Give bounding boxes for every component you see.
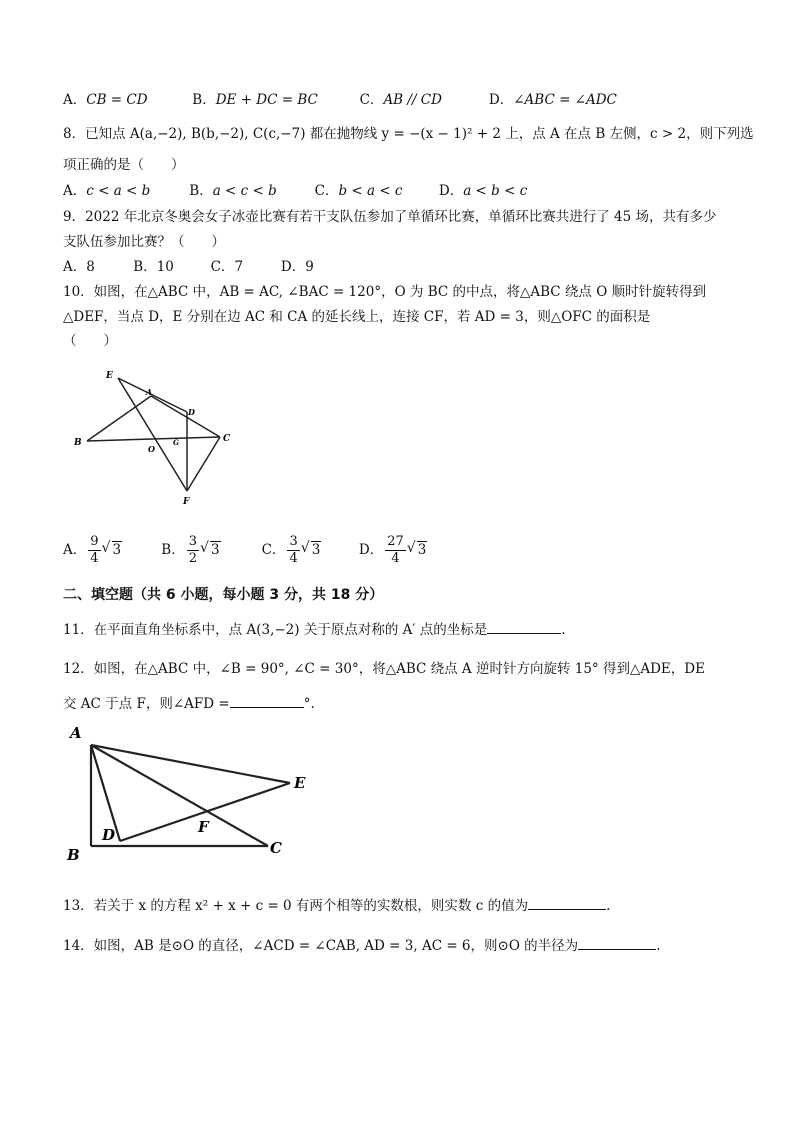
q10-option-c-label: C． (261, 542, 286, 558)
q9-option-b-label: B． (133, 259, 157, 275)
q9-option-c: 7 (234, 259, 244, 275)
q8-option-b-label: B． (189, 183, 213, 199)
q8-option-a-label: A． (63, 183, 87, 199)
q10-label-g: G (173, 438, 179, 447)
q10-option-c-den: 4 (289, 551, 298, 566)
q13-text: 13．若关于 x 的方程 x² + x + c = 0 有两个相等的实数根，则实数 c 的值为 (63, 898, 529, 914)
q8-options (63, 181, 527, 201)
q12-line2-text: 交 AC 于点 F，则∠AFD = (63, 696, 230, 712)
q10-line1: 10．如图，在△ABC 中，AB = AC, ∠BAC = 120°，O 为 BC 的中点，将△ABC 绕点 O 顺时针旋转得到 (63, 284, 707, 300)
q14 (63, 935, 660, 956)
q9-options (63, 257, 314, 277)
q7-option-d-label: D． (488, 92, 514, 108)
q10-label-b: B (74, 438, 82, 448)
q7-option-b: DE + DC = BC (215, 92, 318, 108)
q10-line-fc (187, 437, 220, 491)
q10-option-b-den: 2 (188, 551, 197, 566)
q7-option-a: CB = CD (86, 92, 148, 108)
q7-options (63, 90, 617, 110)
q10-figure (70, 365, 250, 507)
q13-end: . (606, 898, 611, 914)
q12-line-ae (91, 745, 290, 783)
q10-label-c: C (223, 434, 231, 444)
q12-answer-blank[interactable] (230, 693, 304, 708)
q10-label-o: O (148, 444, 155, 454)
q10-option-c-num: 3 (289, 534, 298, 549)
q13 (63, 895, 610, 916)
q10-option-a-rad: 3 (112, 542, 122, 558)
q8-option-b: a < c < b (212, 183, 277, 199)
q11-text: 11．在平面直角坐标系中，点 A(3,−2) 关于原点对称的 A′ 点的坐标是 (63, 622, 488, 638)
q11-answer-blank[interactable] (487, 619, 561, 634)
q12-label-e: E (294, 774, 306, 792)
q12-end: °. (303, 696, 315, 712)
q12-line2 (63, 693, 315, 714)
q8-line1: 8．已知点 A(a,−2), B(b,−2), C(c,−7) 都在抛物线 y = −(x − 1)² + 2 上，点 A 在点 B 左侧，c > 2，则下列选 (63, 126, 754, 142)
q8-line2: 项正确的是（ ） (63, 157, 185, 173)
q10-option-d-den: 4 (391, 551, 400, 566)
q10-option-c-sqrt (302, 532, 322, 568)
q10-option-a-sqrt (103, 532, 123, 568)
q10-option-b-fraction (187, 534, 199, 567)
q10-option-d-fraction (385, 534, 406, 567)
q10-line2: △DEF，当点 D，E 分别在边 AC 和 CA 的延长线上，连接 CF，若 AD = 3，则△OFC 的面积是 (63, 309, 651, 325)
q10-line-ba (87, 396, 151, 441)
q7-option-c-label: C． (359, 92, 384, 108)
q7-option-b-label: B． (192, 92, 216, 108)
q10-option-a-fraction (88, 534, 100, 567)
q12-label-a: A (70, 724, 82, 742)
q9-line1: 9．2022 年北京冬奥会女子冰壶比赛有若干支队伍参加了单循环比赛，单循环比赛共进行了 45 场，共有多少 (63, 209, 717, 225)
q9-option-d-label: D． (280, 259, 306, 275)
q10-option-c-rad: 3 (311, 542, 321, 558)
q9-option-c-label: C． (210, 259, 235, 275)
q9-option-a: 8 (86, 259, 95, 275)
q11 (63, 619, 566, 640)
q10-label-d: D (188, 407, 195, 417)
section-fill-in-title: 二、填空题（共 6 小题，每小题 3 分，共 18 分） (63, 587, 384, 603)
q10-label-e: E (106, 371, 113, 381)
q14-answer-blank[interactable] (578, 935, 656, 950)
q10-option-b-sqrt (201, 532, 221, 568)
q8-option-d-label: D． (438, 183, 464, 199)
q10-option-b-label: B． (161, 542, 185, 558)
q12-label-c: C (270, 839, 282, 857)
q13-answer-blank[interactable] (528, 895, 606, 910)
q10-label-a: A (146, 387, 153, 397)
q9-option-a-label: A． (63, 259, 87, 275)
q10-option-d-num: 27 (387, 534, 404, 549)
q10-option-c-fraction (287, 534, 299, 567)
q9-option-d: 9 (305, 259, 314, 275)
q12-label-b: B (67, 846, 80, 864)
q12-figure (62, 722, 327, 864)
q12-line1: 12．如图，在△ABC 中，∠B = 90°, ∠C = 30°，将△ABC 绕点 A 逆时针方向旋转 15° 得到△ADE，DE (63, 661, 705, 677)
q8-option-c-label: C． (314, 183, 339, 199)
q10-option-d-label: D． (358, 542, 384, 558)
q10-option-a-label: A． (63, 542, 87, 558)
q11-end: . (561, 622, 566, 638)
q10-option-d-rad: 3 (417, 542, 427, 558)
q10-line-ac (151, 396, 220, 437)
q10-option-b-rad: 3 (211, 542, 220, 558)
q14-end: . (656, 938, 661, 954)
q10-label-f: F (183, 497, 190, 507)
q7-option-d: ∠ABC = ∠ADC (513, 92, 617, 108)
q9-option-b: 10 (156, 259, 174, 275)
q8-option-d: a < b < c (463, 183, 528, 199)
q10-option-d-sqrt (408, 532, 428, 568)
q12-label-d: D (102, 826, 116, 844)
q10-options (63, 532, 427, 568)
q10-option-a-num: 9 (90, 534, 99, 549)
q9-line2: 支队伍参加比赛？（ ） (63, 234, 225, 250)
q14-text: 14．如图，AB 是⊙O 的直径，∠ACD = ∠CAB, AD = 3, AC = 6，则⊙O 的半径为 (63, 938, 579, 954)
q7-option-a-label: A． (63, 92, 87, 108)
q10-line3: （ ） (63, 333, 117, 349)
q10-line-bc (87, 437, 220, 441)
q12-label-f: F (198, 818, 209, 836)
q8-option-c: b < a < c (338, 183, 403, 199)
q7-option-c: AB // CD (383, 92, 442, 108)
q10-option-b-num: 3 (188, 534, 197, 549)
q10-option-a-den: 4 (90, 551, 99, 566)
q8-option-a: c < a < b (86, 183, 151, 199)
